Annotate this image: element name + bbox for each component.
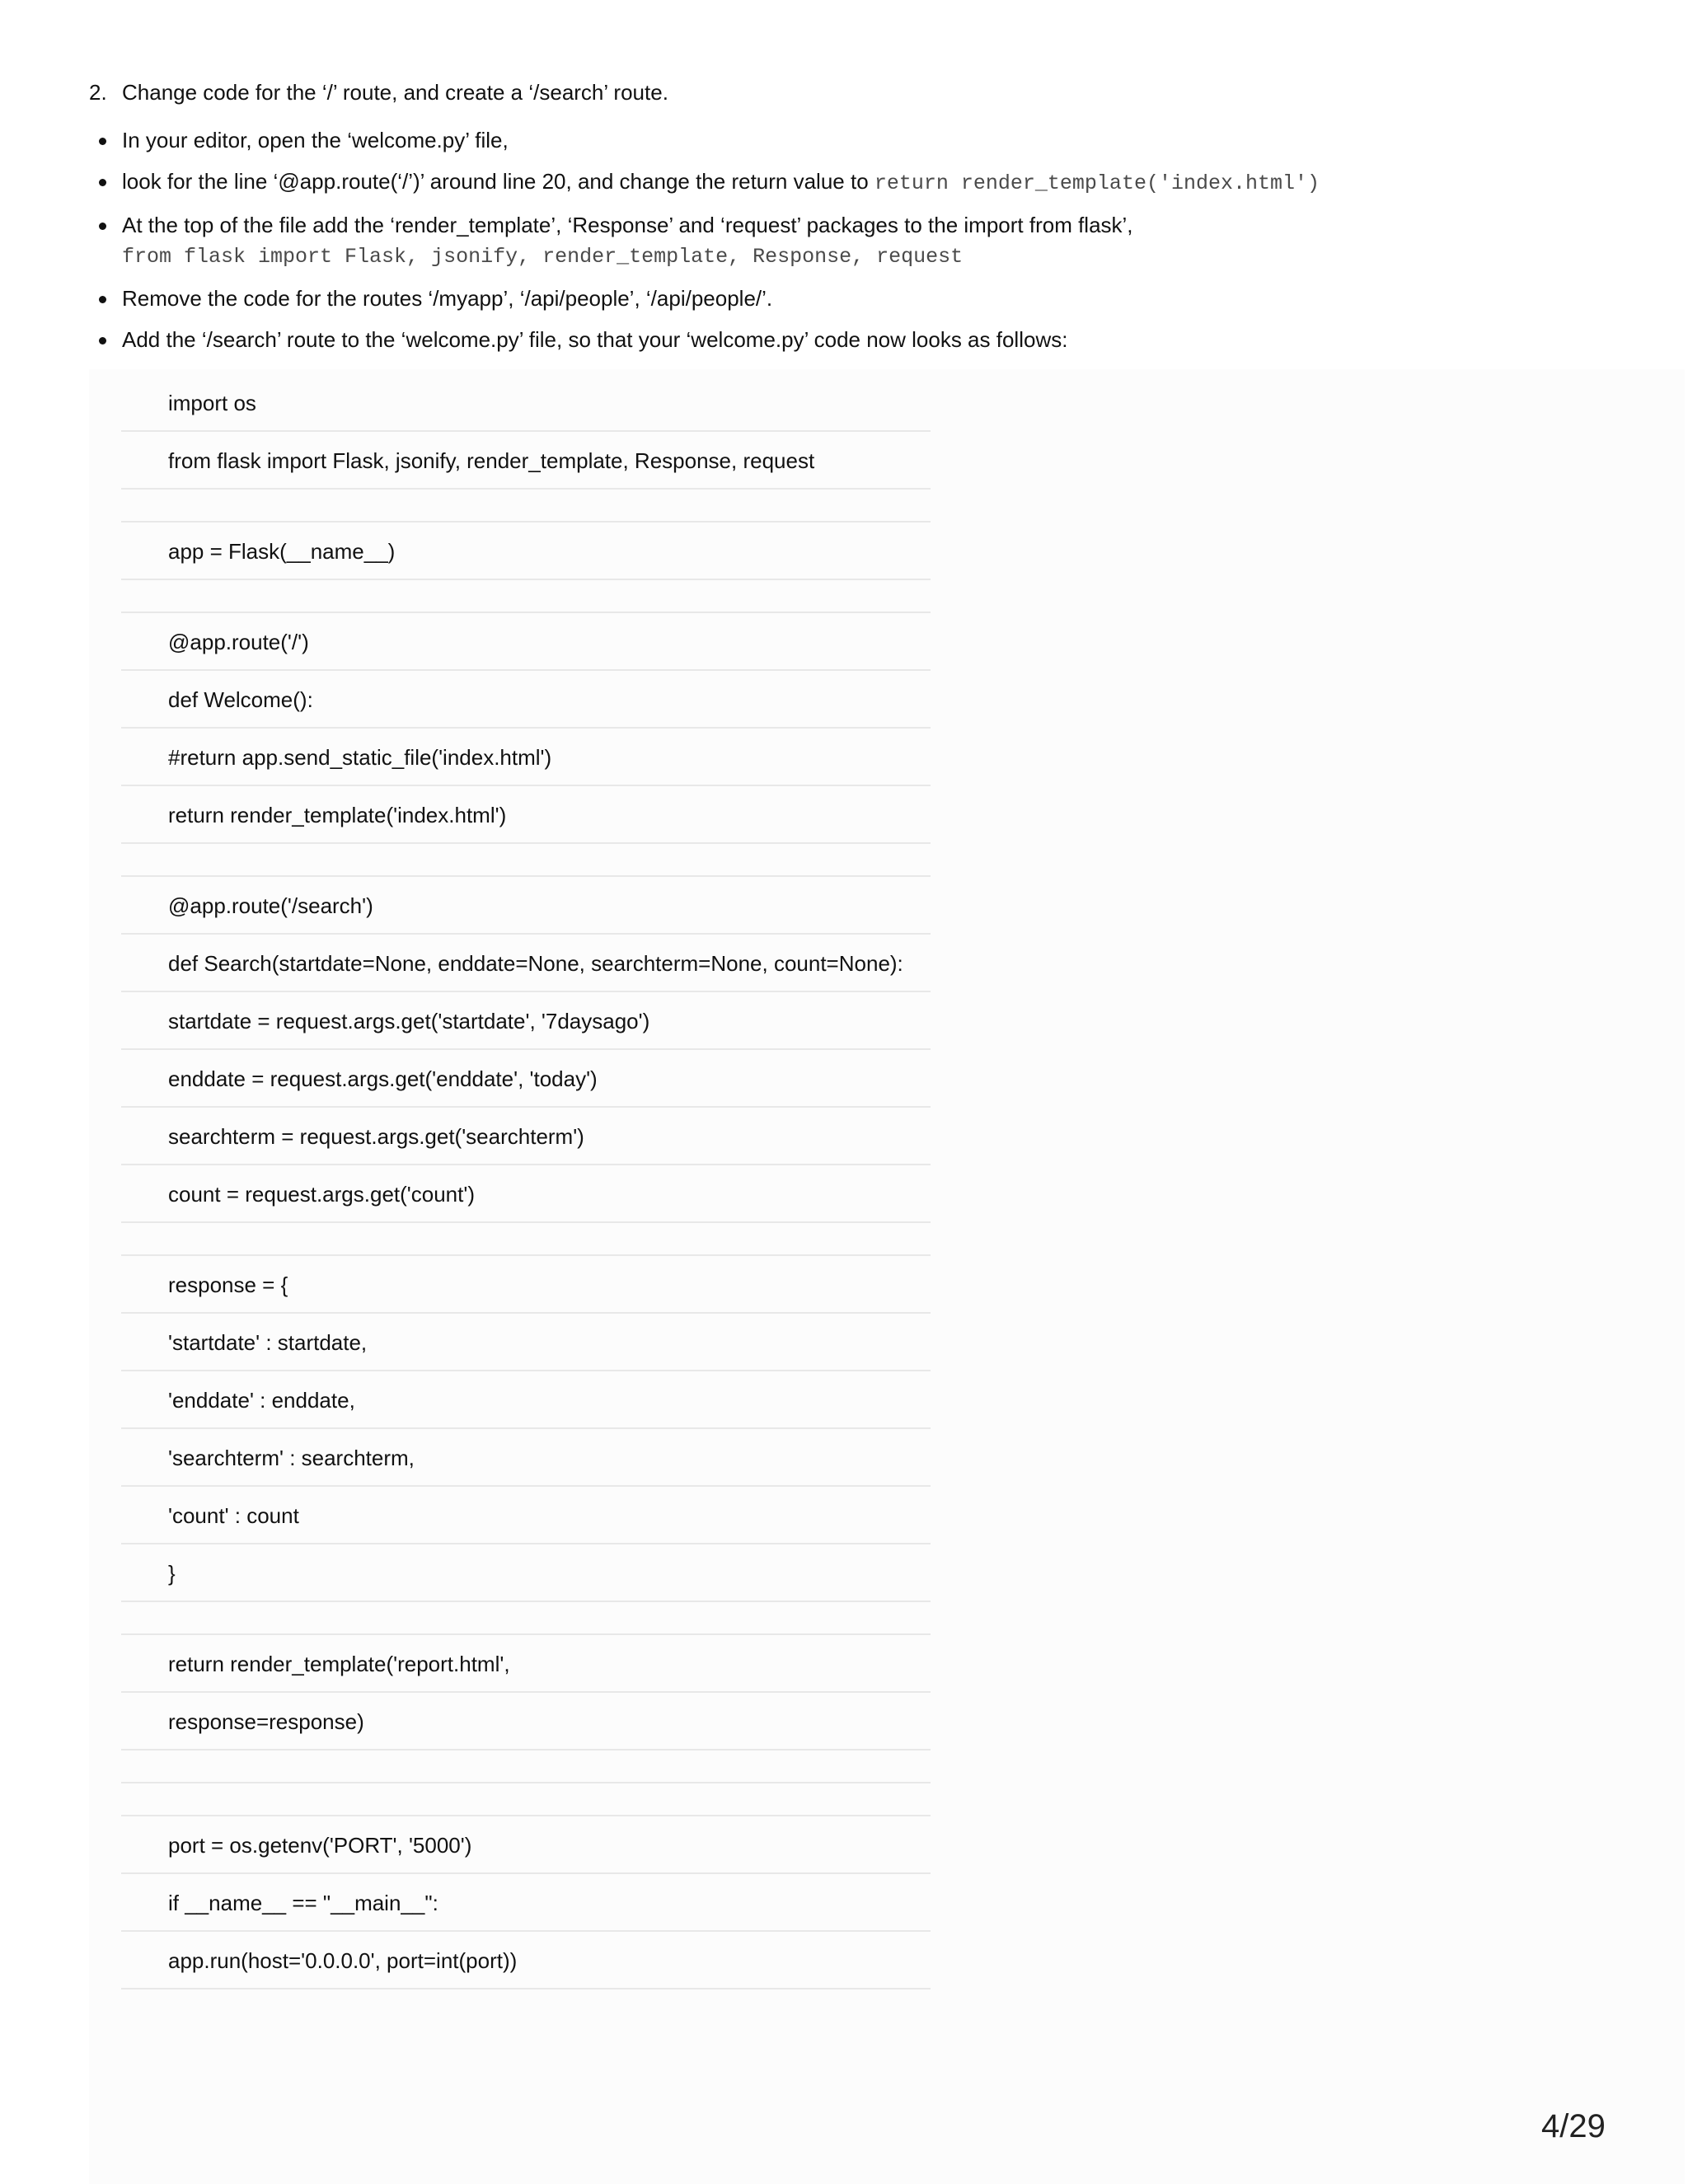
code-row	[121, 374, 931, 432]
code-line-text: 'searchterm' : searchterm,	[168, 1446, 415, 1470]
code-line-text: import os	[168, 391, 256, 415]
code-line-text: return render_template('index.html')	[168, 803, 507, 827]
bullet-dot	[99, 337, 106, 344]
code-line-text: def Welcome():	[168, 687, 313, 712]
code-line-text: from flask import Flask, jsonify, render_template, Response, request	[168, 448, 815, 473]
code-line-text: response = {	[168, 1272, 288, 1297]
code-row-blank	[121, 1750, 931, 1783]
page-number: 4/29	[1541, 2108, 1606, 2144]
code-line-text: port = os.getenv('PORT', '5000')	[168, 1833, 472, 1858]
code-row	[121, 1487, 931, 1544]
inline-code: return render_template('index.html')	[874, 171, 1320, 195]
bullet-text: look for the line ‘@app.route(‘/’)’ around line 20, and change the return value to	[122, 169, 874, 194]
code-line-text: if __name__ == "__main__":	[168, 1891, 438, 1915]
code-line-text: @app.route('/')	[168, 630, 309, 654]
code-row	[121, 1050, 931, 1108]
bullet-add-imports	[89, 210, 1655, 272]
code-line-text: searchterm = request.args.get('searchterm')	[168, 1124, 584, 1149]
code-row	[121, 786, 931, 844]
code-line-text: }	[168, 1561, 176, 1586]
bullet-text: Remove the code for the routes ‘/myapp’, ‘/api/people’, ‘/api/people/’.	[122, 286, 773, 311]
code-row	[121, 877, 931, 935]
step-heading	[89, 77, 668, 107]
bullet-change-return	[89, 166, 1655, 199]
bullet-remove-routes	[89, 284, 1655, 313]
bullet-text: In your editor, open the ‘welcome.py’ file,	[122, 128, 509, 152]
code-line-text: response=response)	[168, 1709, 364, 1734]
code-row-blank	[121, 1783, 931, 1816]
code-row-blank	[121, 490, 931, 523]
code-row	[121, 1544, 931, 1602]
step-text: Change code for the ‘/’ route, and create a ‘/search’ route.	[122, 80, 668, 105]
code-line-text: count = request.args.get('count')	[168, 1182, 475, 1207]
step-number: 2.	[89, 80, 107, 105]
code-row	[121, 1371, 931, 1429]
code-row	[121, 1108, 931, 1165]
code-row-blank	[121, 1602, 931, 1635]
code-row	[121, 523, 931, 580]
code-row	[121, 992, 931, 1050]
code-line-text: return render_template('report.html',	[168, 1652, 510, 1676]
code-row	[121, 1429, 931, 1487]
bullet-dot	[99, 296, 106, 303]
code-line-text: #return app.send_static_file('index.html')	[168, 745, 552, 770]
code-row-blank	[121, 580, 931, 613]
code-row	[121, 1256, 931, 1314]
bullet-text: At the top of the file add the ‘render_template’, ‘Response’ and ‘request’ packages to the import from flask’,	[122, 213, 1133, 237]
code-row-blank	[121, 1223, 931, 1256]
code-row-blank	[121, 844, 931, 877]
code-row	[121, 671, 931, 729]
code-line-text: enddate = request.args.get('enddate', 'today')	[168, 1066, 598, 1091]
code-row	[121, 729, 931, 786]
code-row	[121, 1314, 931, 1371]
bullet-text: Add the ‘/search’ route to the ‘welcome.py’ file, so that your ‘welcome.py’ code now looks as follows:	[122, 327, 1068, 352]
code-row	[121, 935, 931, 992]
code-row	[121, 432, 931, 490]
code-row	[121, 1693, 931, 1750]
code-line-text: def Search(startdate=None, enddate=None, searchterm=None, count=None):	[168, 951, 903, 976]
code-line-text: app = Flask(__name__)	[168, 539, 396, 564]
code-row	[121, 1874, 931, 1932]
code-row	[121, 1816, 931, 1874]
code-line-text: 'startdate' : startdate,	[168, 1330, 368, 1355]
code-row	[121, 1165, 931, 1223]
code-row	[121, 1932, 931, 1990]
code-table	[121, 374, 931, 1990]
code-row	[121, 1635, 931, 1693]
code-line-text: 'count' : count	[168, 1503, 299, 1528]
instruction-list	[89, 125, 1655, 366]
bullet-open-editor	[89, 125, 1655, 155]
bullet-dot	[99, 223, 106, 230]
code-line-text: @app.route('/search')	[168, 893, 373, 918]
bullet-dot	[99, 138, 106, 145]
inline-code: from flask import Flask, jsonify, render_template, Response, request	[122, 245, 964, 269]
bullet-add-search-route	[89, 325, 1655, 354]
code-line-text: startdate = request.args.get('startdate', '7daysago')	[168, 1009, 650, 1033]
code-line-text: 'enddate' : enddate,	[168, 1388, 355, 1413]
bullet-dot	[99, 179, 106, 186]
code-row	[121, 613, 931, 671]
code-line-text: app.run(host='0.0.0.0', port=int(port))	[168, 1948, 518, 1973]
